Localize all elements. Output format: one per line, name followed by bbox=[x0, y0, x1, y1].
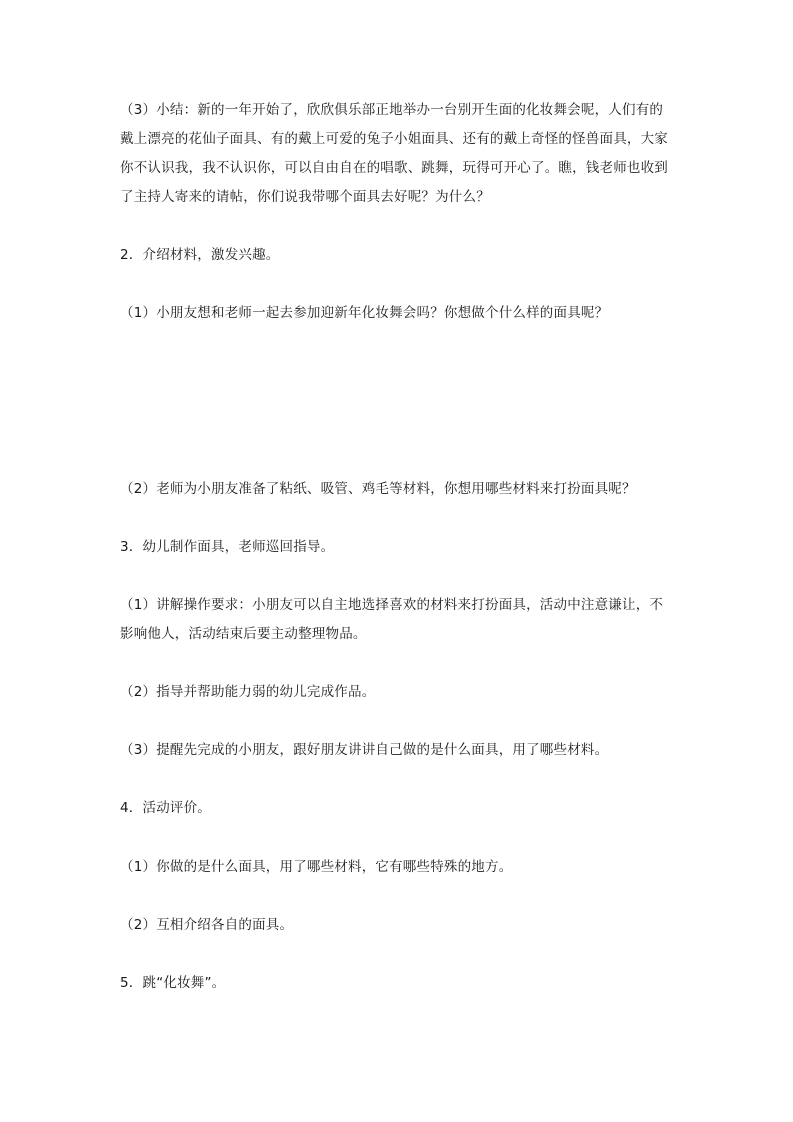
text-line: （3）提醒先完成的小朋友，跟好朋友讲讲自己做的是什么面具，用了哪些材料。 bbox=[120, 742, 609, 758]
paragraph-evaluation-2 bbox=[120, 911, 680, 940]
text-line: 2．介绍材料，激发兴趣。 bbox=[120, 247, 280, 263]
text-line: （2）互相介绍各自的面具。 bbox=[120, 917, 294, 933]
section-heading-4 bbox=[120, 794, 680, 823]
paragraph-guidance bbox=[120, 678, 680, 707]
text-line: （1）讲解操作要求：小朋友可以自主地选择喜欢的材料来打扮面具，活动中注意谦让，不 bbox=[120, 597, 664, 613]
section-heading-2 bbox=[120, 241, 680, 270]
text-line: 戴上漂亮的花仙子面具、有的戴上可爱的兔子小姐面具、还有的戴上奇怪的怪兽面具，大家 bbox=[120, 131, 668, 147]
text-line: 影响他人，活动结束后要主动整理物品。 bbox=[120, 626, 367, 642]
text-line: （2）老师为小朋友准备了粘纸、吸管、鸡毛等材料，你想用哪些材料来打扮面具呢？ bbox=[120, 481, 636, 497]
text-line: 3．幼儿制作面具，老师巡回指导。 bbox=[120, 539, 335, 555]
text-line: 你不认识我，我不认识你，可以自由自在的唱歌、跳舞，玩得可开心了。瞧，钱老师也收到 bbox=[120, 160, 668, 176]
text-line: 4．活动评价。 bbox=[120, 800, 211, 816]
paragraph-summary bbox=[120, 96, 680, 212]
paragraph-question-1 bbox=[120, 299, 680, 328]
section-heading-3 bbox=[120, 533, 680, 562]
text-line: （1）小朋友想和老师一起去参加迎新年化妆舞会吗？你想做个什么样的面具呢？ bbox=[120, 305, 609, 321]
text-line: 5．跳“化妆舞”。 bbox=[120, 975, 226, 991]
text-line: （2）指导并帮助能力弱的幼儿完成作品。 bbox=[120, 684, 376, 700]
paragraph-reminder bbox=[120, 736, 680, 765]
paragraph-requirements bbox=[120, 591, 680, 649]
text-line: （3）小结：新的一年开始了，欣欣俱乐部正地举办一台别开生面的化妆舞会呢，人们有的 bbox=[120, 102, 664, 118]
text-line: （1）你做的是什么面具，用了哪些材料，它有哪些特殊的地方。 bbox=[120, 859, 513, 875]
section-heading-5 bbox=[120, 969, 680, 998]
paragraph-materials bbox=[120, 475, 680, 504]
paragraph-evaluation-1 bbox=[120, 853, 680, 882]
text-line: 了主持人寄来的请帖，你们说我带哪个面具去好呢？为什么？ bbox=[120, 189, 490, 205]
